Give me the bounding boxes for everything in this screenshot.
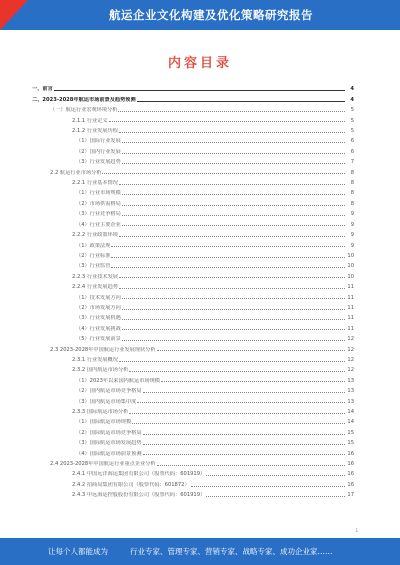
footer-slogan: 让每个人都能成为 — [48, 547, 108, 556]
toc-entry[interactable] — [32, 394, 354, 404]
page-footer — [0, 538, 400, 565]
toc-entry-label: 2.3.2 国内航运市场分析 — [72, 367, 129, 374]
page-header — [0, 0, 400, 30]
toc-entry-label: （3）行业发展机遇 — [76, 315, 121, 322]
toc-entry[interactable] — [32, 321, 354, 331]
table-of-contents — [32, 82, 354, 498]
toc-entry[interactable] — [32, 134, 354, 144]
toc-entry-label: （3）国内航运市场集中度 — [76, 398, 137, 405]
toc-leader-dots — [122, 225, 345, 226]
toc-entry-page: 8 — [350, 200, 354, 207]
toc-entry-label: （2）行业标准 — [76, 252, 111, 259]
toc-entry-page: 17 — [347, 492, 354, 499]
toc-leader-dots — [122, 205, 345, 206]
toc-entry-label: （3）行业发展趋势 — [76, 159, 121, 166]
toc-entry-label: 2.2.4 行业发展趋势 — [72, 284, 118, 291]
toc-entry[interactable] — [32, 92, 354, 102]
toc-leader-dots — [118, 111, 345, 112]
toc-entry-label: （3）行业竞争格局 — [76, 211, 121, 218]
toc-entry-page: 11 — [347, 304, 354, 311]
toc-leader-dots — [122, 340, 345, 341]
toc-entry-label: （一）航运行业宏观环境分析 — [50, 107, 118, 114]
toc-entry[interactable] — [32, 290, 354, 300]
toc-entry[interactable] — [32, 342, 354, 352]
toc-entry[interactable] — [32, 207, 354, 217]
toc-entry-label: 2.3.3 国际航运市场分析 — [72, 409, 129, 415]
toc-entry-label: （1）国际航运市场规模 — [76, 419, 132, 426]
toc-entry-page: 11 — [347, 294, 354, 301]
toc-entry-page: 12 — [347, 346, 354, 353]
toc-entry-page: 6 — [350, 148, 354, 155]
toc-leader-dots — [143, 434, 345, 435]
toc-entry-label: 2.1.2 行业发展历程 — [72, 128, 118, 135]
report-title: 航运企业文化构建及优化策略研究报告 — [109, 8, 313, 22]
toc-entry-label: （4）行业主要企业 — [76, 221, 121, 228]
toc-leader-dots — [143, 392, 345, 393]
toc-leader-dots — [119, 361, 345, 362]
toc-entry-page: 12 — [347, 367, 354, 374]
toc-entry[interactable] — [32, 425, 354, 435]
toc-entry[interactable] — [32, 165, 354, 175]
toc-leader-dots — [111, 257, 345, 258]
toc-entry[interactable] — [32, 249, 354, 259]
toc-entry-page: 11 — [347, 315, 354, 322]
toc-entry-page: 13 — [347, 388, 354, 395]
toc-leader-dots — [119, 277, 345, 278]
toc-entry-label: 2.3.1 行业发展概况 — [72, 356, 118, 363]
toc-entry-page: 8 — [350, 190, 354, 197]
toc-leader-dots — [119, 288, 345, 289]
toc-entry[interactable] — [32, 363, 354, 373]
toc-entry[interactable] — [32, 217, 354, 227]
toc-leader-dots — [161, 381, 345, 382]
toc-entry-label: （2）国内行业发展 — [76, 148, 121, 155]
toc-entry-label: （1）国际行业发展 — [76, 138, 121, 145]
toc-entry-label: （2）市场供需格局 — [76, 200, 121, 207]
toc-entry[interactable] — [32, 373, 354, 383]
toc-entry[interactable] — [32, 353, 354, 363]
toc-entry[interactable] — [32, 415, 354, 425]
toc-entry[interactable] — [32, 176, 354, 186]
toc-leader-dots — [129, 413, 345, 414]
toc-entry-page: 15 — [347, 440, 354, 447]
toc-entry[interactable] — [32, 384, 354, 394]
toc-title: 内容目录 — [167, 56, 232, 71]
toc-leader-dots — [157, 465, 345, 466]
toc-entry-label: （3）国际航运市场发展趋势 — [76, 440, 142, 447]
toc-leader-dots — [122, 329, 345, 330]
toc-entry-page: 8 — [350, 180, 354, 187]
toc-entry[interactable] — [32, 155, 354, 165]
toc-leader-dots — [137, 402, 345, 403]
toc-entry-label: （4）行业发展挑战 — [76, 325, 121, 332]
toc-entry-page: 6 — [350, 138, 354, 145]
toc-entry-page: 14 — [347, 409, 354, 415]
toc-leader-dots — [122, 319, 345, 320]
toc-entry-page: 5 — [350, 117, 354, 124]
toc-leader-dots — [111, 246, 345, 247]
toc-entry-label: （1）行业市场规模 — [76, 190, 121, 197]
toc-entry-label: 2.2.3 行业技术发展 — [72, 273, 118, 280]
toc-entry-page: 11 — [347, 325, 354, 332]
toc-entry-page: 16 — [347, 471, 354, 478]
toc-leader-dots — [132, 423, 345, 424]
toc-entry[interactable] — [32, 228, 354, 238]
toc-entry-page: 12 — [347, 356, 354, 363]
toc-entry-page: 4 — [350, 96, 354, 103]
toc-leader-dots — [137, 101, 345, 102]
toc-entry-label: 2.4.2 招商局集团有限公司（股票代码：601872） — [72, 481, 190, 488]
toc-entry-page: 8 — [350, 169, 354, 176]
toc-leader-dots — [122, 142, 345, 143]
toc-entry-label: （2）国际航运市场竞争格局 — [76, 429, 142, 436]
toc-entry[interactable] — [32, 280, 354, 290]
toc-entry-page: 10 — [347, 273, 354, 280]
toc-leader-dots — [122, 298, 345, 299]
header-red-corner — [0, 0, 28, 30]
toc-entry-page: 9 — [350, 221, 354, 228]
toc-leader-dots — [143, 454, 345, 455]
toc-entry-page: 16 — [347, 450, 354, 457]
toc-entry[interactable] — [32, 332, 354, 342]
toc-entry-label: （3）行业监管 — [76, 263, 111, 270]
toc-entry-label: （2）市场发展方向 — [76, 304, 121, 311]
toc-entry-page: 11 — [347, 284, 354, 291]
toc-leader-dots — [122, 163, 345, 164]
toc-entry-label: 二、2023-2028年航运市场前景及趋势预测 — [32, 96, 136, 103]
toc-entry-page: 14 — [347, 419, 354, 426]
toc-entry-page: 10 — [347, 252, 354, 259]
toc-leader-dots — [119, 236, 345, 237]
toc-leader-dots — [157, 350, 345, 351]
toc-leader-dots — [54, 90, 345, 91]
toc-entry-page: 16 — [347, 461, 354, 468]
toc-entry-label: 2.2 航运行业市场分析 — [50, 169, 102, 176]
toc-entry[interactable] — [32, 405, 354, 415]
toc-entry[interactable] — [32, 467, 354, 477]
toc-entry[interactable] — [32, 457, 354, 467]
toc-entry[interactable] — [32, 488, 354, 498]
toc-leader-dots — [191, 486, 345, 487]
toc-leader-dots — [111, 267, 345, 268]
toc-entry-label: （1）2023年以来国内航运市场规模 — [76, 377, 160, 384]
toc-entry-page: 7 — [350, 159, 354, 166]
toc-entry-label: 2.4.3 中远海运控股股份有限公司（股票代码：601919） — [72, 492, 206, 499]
toc-entry-label: 2.2.1 行业基本情况 — [72, 180, 118, 187]
footer-text — [48, 538, 333, 565]
toc-entry[interactable] — [32, 269, 354, 279]
toc-entry-page: 5 — [350, 128, 354, 135]
toc-leader-dots — [122, 153, 345, 154]
toc-entry-label: （2）国内航运市场竞争格局 — [76, 388, 142, 395]
toc-entry[interactable] — [32, 477, 354, 487]
toc-entry[interactable] — [32, 103, 354, 113]
toc-entry-label: 2.4 2023-2028年中国航运行业重点企业分析 — [50, 461, 156, 468]
toc-entry-page: 9 — [350, 211, 354, 218]
footer-roles: 行业专家、管理专家、营销专家、战略专家、成功企业家…… — [130, 547, 333, 556]
page-number: 1 — [355, 528, 358, 533]
toc-entry-label: （5）行业发展前景 — [76, 336, 121, 343]
toc-entry-page: 9 — [350, 232, 354, 239]
toc-entry[interactable] — [32, 446, 354, 456]
toc-entry-page: 5 — [350, 107, 354, 114]
toc-entry-page: 15 — [347, 429, 354, 436]
toc-entry[interactable] — [32, 186, 354, 196]
toc-entry[interactable] — [32, 259, 354, 269]
toc-leader-dots — [206, 475, 345, 476]
toc-entry[interactable] — [32, 311, 354, 321]
toc-entry-label: 2.4.1 中国远洋海运集团有限公司（股票代码：601919） — [72, 471, 206, 478]
toc-entry-page: 9 — [350, 242, 354, 249]
toc-entry-page: 13 — [347, 398, 354, 405]
toc-entry-page: 12 — [347, 336, 354, 343]
toc-entry-label: 2.1.1 行业定义 — [72, 117, 108, 124]
toc-leader-dots — [206, 496, 345, 497]
toc-entry[interactable] — [32, 301, 354, 311]
toc-entry[interactable] — [32, 144, 354, 154]
toc-leader-dots — [109, 121, 345, 122]
toc-entry-label: 一、前言 — [32, 86, 53, 93]
toc-leader-dots — [122, 309, 345, 310]
toc-entry[interactable] — [32, 124, 354, 134]
toc-leader-dots — [143, 444, 345, 445]
toc-entry-label: 2.2.2 行业政策环境 — [72, 232, 118, 239]
toc-entry-page: 16 — [347, 481, 354, 488]
toc-entry-page: 10 — [347, 263, 354, 270]
toc-leader-dots — [119, 184, 345, 185]
toc-entry-label: 2.3 2023-2028年中国航运行业发展现状分析 — [50, 346, 156, 353]
toc-entry[interactable] — [32, 113, 354, 123]
toc-entry[interactable] — [32, 196, 354, 206]
toc-entry-label: （1）技术发展方向 — [76, 294, 121, 301]
toc-entry[interactable] — [32, 82, 354, 92]
toc-entry[interactable] — [32, 238, 354, 248]
toc-leader-dots — [122, 194, 345, 195]
toc-leader-dots — [102, 173, 345, 174]
toc-entry-page: 13 — [347, 377, 354, 384]
toc-entry-label: （1）政策法规 — [76, 242, 111, 249]
toc-entry-label: （4）国际航运市场前景预测 — [76, 450, 142, 457]
toc-entry-page: 4 — [350, 86, 354, 93]
toc-leader-dots — [119, 132, 345, 133]
toc-leader-dots — [122, 215, 345, 216]
toc-leader-dots — [129, 371, 345, 372]
toc-entry[interactable] — [32, 436, 354, 446]
